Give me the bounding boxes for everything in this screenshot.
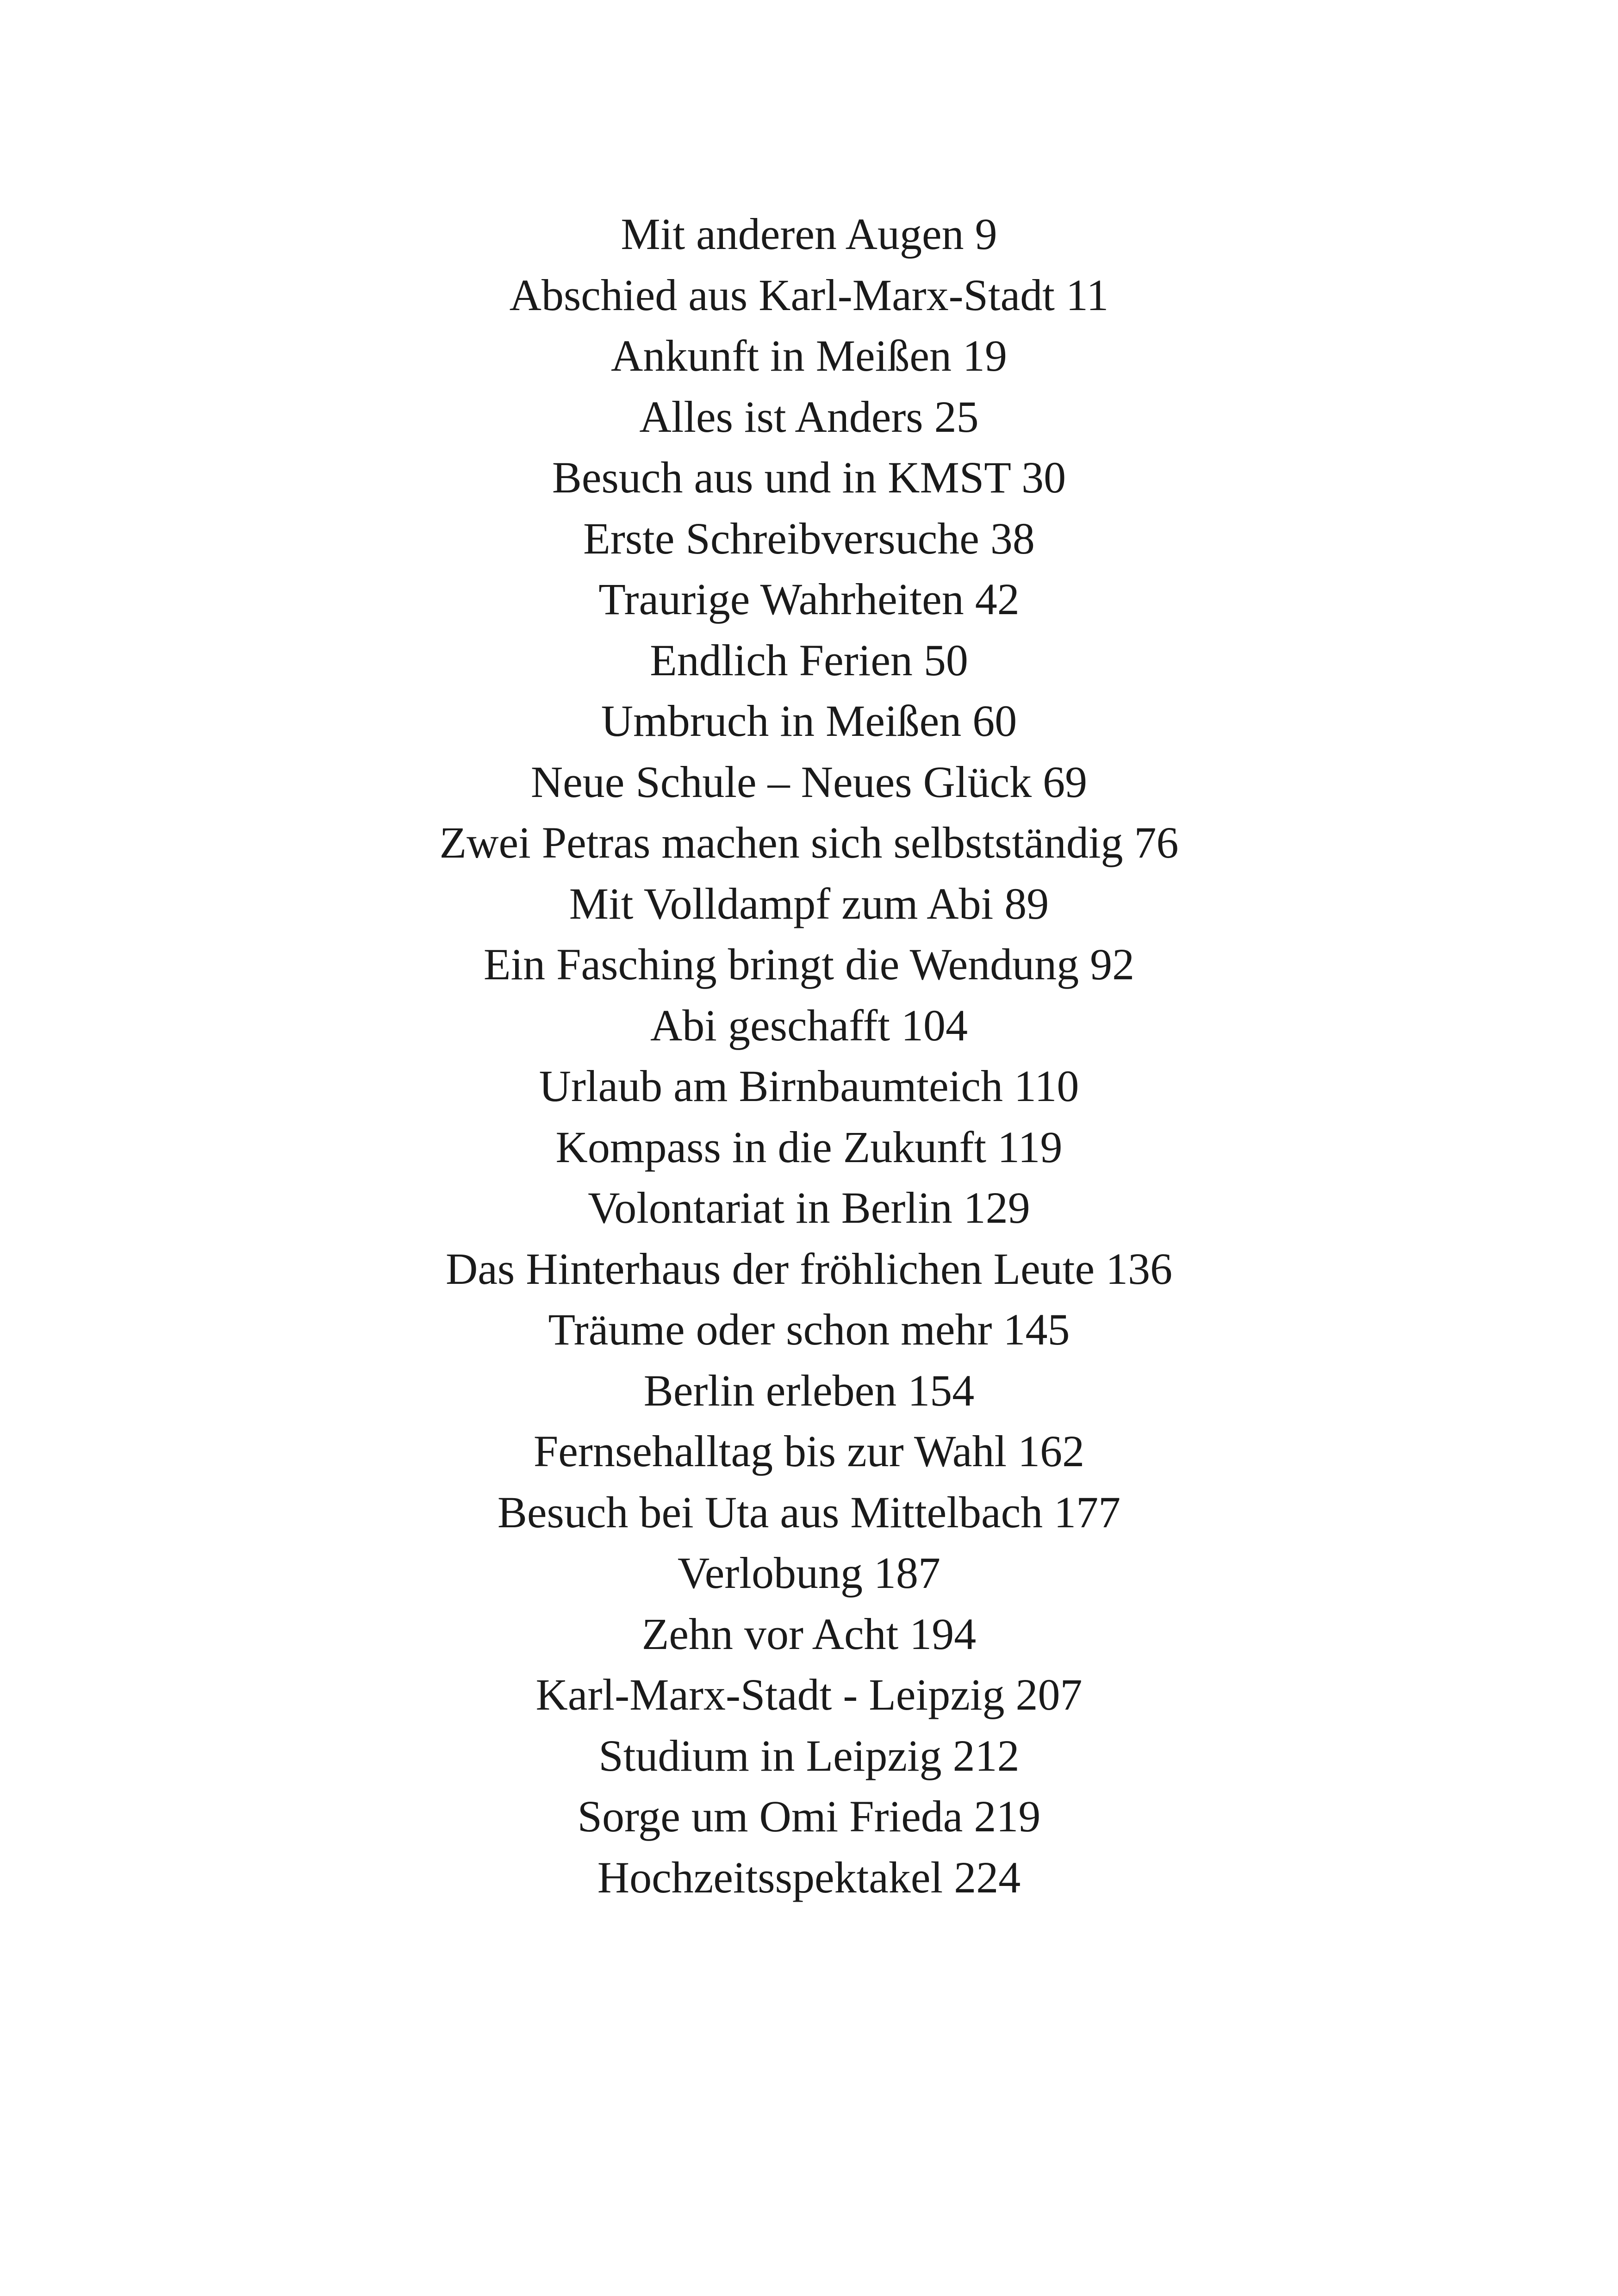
- toc-entry-page-number: 187: [873, 1548, 940, 1598]
- toc-entry: [0, 630, 1618, 691]
- toc-entry-title: Sorge um Omi Frieda: [577, 1792, 963, 1841]
- toc-entry-page-number: 19: [962, 331, 1007, 380]
- toc-entry-page-number: 89: [1004, 878, 1049, 928]
- toc-entry-page-number: 25: [934, 392, 979, 442]
- toc-entry: [0, 1177, 1618, 1238]
- toc-entry-page-number: 76: [1134, 818, 1179, 867]
- toc-entry-title: Karl-Marx-Stadt - Leipzig: [535, 1670, 1005, 1719]
- toc-entry-title: Studium in Leipzig: [598, 1730, 942, 1780]
- toc-entry-title: Das Hinterhaus der fröhlichen Leute: [445, 1244, 1095, 1294]
- toc-entry: [0, 1725, 1618, 1786]
- toc-entry-title: Träume oder schon mehr: [548, 1305, 992, 1354]
- toc-entry-title: Abi geschafft: [650, 1000, 890, 1050]
- toc-entry-page-number: 42: [975, 574, 1020, 624]
- toc-entry-page-number: 136: [1106, 1244, 1173, 1294]
- toc-entry: [0, 325, 1618, 386]
- toc-entry-title: Besuch bei Uta aus Mittelbach: [497, 1487, 1043, 1537]
- toc-entry-title: Zwei Petras machen sich selbstständig: [439, 818, 1123, 867]
- toc-entry-title: Ein Fasching bringt die Wendung: [483, 940, 1079, 989]
- toc-entry-page-number: 92: [1090, 940, 1135, 989]
- toc-entry-title: Umbruch in Meißen: [601, 696, 962, 746]
- toc-entry-page-number: 177: [1054, 1487, 1121, 1537]
- toc-entry-title: Kompass in die Zukunft: [555, 1122, 987, 1172]
- toc-entry: [0, 1847, 1618, 1908]
- toc-entry: [0, 934, 1618, 995]
- toc-entry-title: Endlich Ferien: [650, 635, 913, 685]
- toc-entry-page-number: 11: [1065, 270, 1109, 320]
- toc-entry-page-number: 60: [972, 696, 1017, 746]
- toc-entry: [0, 812, 1618, 873]
- toc-entry: [0, 1056, 1618, 1117]
- table-of-contents: [0, 204, 1618, 1908]
- toc-entry-title: Fernsehalltag bis zur Wahl: [533, 1426, 1007, 1476]
- toc-entry-title: Abschied aus Karl-Marx-Stadt: [509, 270, 1055, 320]
- toc-entry: [0, 691, 1618, 752]
- toc-entry-page-number: 145: [1003, 1305, 1070, 1354]
- toc-entry: [0, 1664, 1618, 1725]
- toc-entry-page-number: 38: [990, 513, 1035, 563]
- toc-entry-title: Hochzeitsspektakel: [597, 1852, 943, 1902]
- toc-entry-title: Ankunft in Meißen: [611, 331, 952, 380]
- toc-entry: [0, 995, 1618, 1056]
- toc-entry: [0, 447, 1618, 508]
- toc-entry: [0, 265, 1618, 326]
- toc-entry-page-number: 30: [1021, 453, 1066, 502]
- toc-entry-page-number: 9: [975, 209, 997, 259]
- toc-entry-page-number: 50: [923, 635, 968, 685]
- toc-entry-title: Erste Schreibversuche: [583, 513, 979, 563]
- toc-entry-page-number: 129: [963, 1183, 1030, 1232]
- toc-entry-title: Traurige Wahrheiten: [598, 574, 964, 624]
- toc-entry: [0, 1117, 1618, 1178]
- toc-entry: [0, 386, 1618, 448]
- toc-entry-page-number: 219: [974, 1792, 1041, 1841]
- toc-entry: [0, 1238, 1618, 1300]
- toc-entry-title: Urlaub am Birnbaumteich: [539, 1061, 1003, 1111]
- toc-entry-title: Mit anderen Augen: [621, 209, 964, 259]
- toc-entry: [0, 569, 1618, 630]
- toc-entry-title: Berlin erleben: [643, 1365, 897, 1415]
- toc-entry-page-number: 207: [1015, 1670, 1083, 1719]
- toc-entry: [0, 1604, 1618, 1665]
- toc-entry: [0, 1421, 1618, 1482]
- toc-entry: [0, 508, 1618, 569]
- toc-entry: [0, 1360, 1618, 1421]
- toc-entry-page-number: 69: [1043, 757, 1088, 807]
- toc-entry: [0, 1299, 1618, 1360]
- toc-entry-page-number: 119: [997, 1122, 1063, 1172]
- toc-entry: [0, 1786, 1618, 1847]
- toc-entry: [0, 204, 1618, 265]
- toc-entry: [0, 1543, 1618, 1604]
- toc-entry-page-number: 162: [1018, 1426, 1085, 1476]
- toc-entry-page-number: 104: [901, 1000, 968, 1050]
- toc-entry: [0, 873, 1618, 934]
- toc-entry-title: Zehn vor Acht: [641, 1609, 899, 1659]
- toc-entry-page-number: 110: [1014, 1061, 1079, 1111]
- toc-entry: [0, 1482, 1618, 1543]
- toc-entry-page-number: 154: [908, 1365, 975, 1415]
- toc-entry-title: Besuch aus und in KMST: [552, 453, 1011, 502]
- toc-entry: [0, 752, 1618, 813]
- toc-entry-page-number: 212: [952, 1730, 1020, 1780]
- toc-entry-page-number: 194: [909, 1609, 977, 1659]
- toc-entry-title: Mit Volldampf zum Abi: [569, 878, 994, 928]
- toc-entry-page-number: 224: [954, 1852, 1021, 1902]
- toc-entry-title: Volontariat in Berlin: [588, 1183, 952, 1232]
- toc-entry-title: Alles ist Anders: [639, 392, 923, 442]
- toc-entry-title: Neue Schule – Neues Glück: [530, 757, 1032, 807]
- toc-entry-title: Verlobung: [678, 1548, 863, 1598]
